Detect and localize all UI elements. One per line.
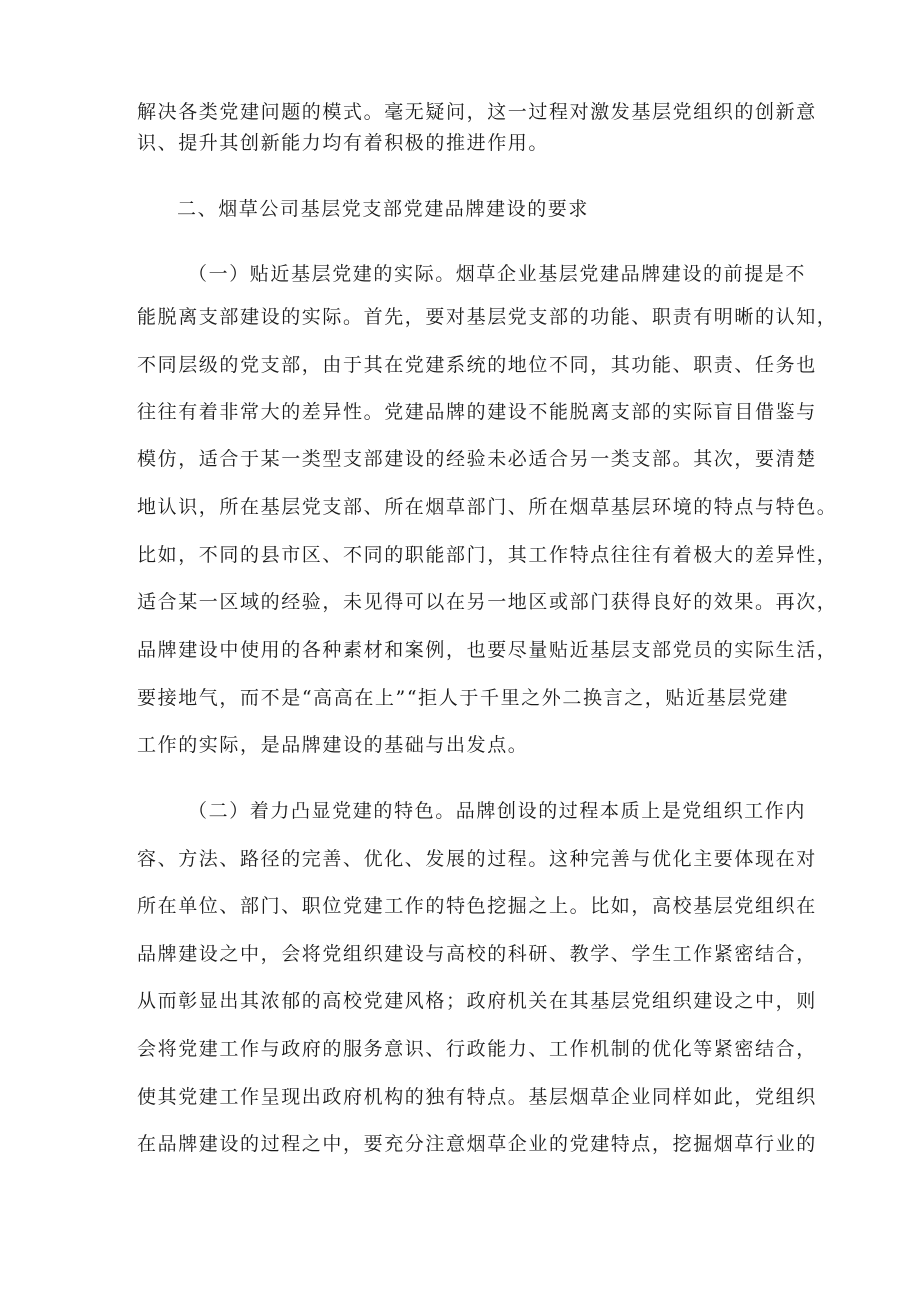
paragraph-2-line: 容、方法、路径的完善、优化、发展的过程。这种完善与优化主要体现在对 bbox=[137, 848, 817, 870]
paragraph-2-line: 使其党建工作呈现出政府机构的独有特点。基层烟草企业同样如此，党组织 bbox=[137, 1086, 817, 1108]
paragraph-1-line: 工作的实际，是品牌建设的基础与出发点。 bbox=[137, 734, 529, 756]
text-line: 解决各类党建问题的模式。毫无疑问，这一过程对激发基层党组织的创新意 bbox=[137, 101, 817, 123]
paragraph-2-line: （二）着力凸显党建的特色。品牌创设的过程本质上是党组织工作内 bbox=[188, 800, 807, 822]
paragraph-1-line: 要接地气，而不是“高高在上”“拒人于千里之外二换言之，贴近基层党建 bbox=[137, 687, 789, 709]
text-line: 识、提升其创新能力均有着积极的推进作用。 bbox=[137, 132, 550, 154]
paragraph-1-line: 品牌建设中使用的各种素材和案例，也要尽量贴近基层支部党员的实际生活， bbox=[137, 639, 838, 661]
paragraph-1-line: 往往有着非常大的差异性。党建品牌的建设不能脱离支部的实际盲目借鉴与 bbox=[137, 401, 817, 423]
paragraph-2-line: 从而彰显出其浓郁的高校党建风格；政府机关在其基层党组织建设之中，则 bbox=[137, 990, 817, 1012]
paragraph-2-line: 会将党建工作与政府的服务意识、行政能力、工作机制的优化等紧密结合， bbox=[137, 1038, 817, 1060]
paragraph-1-line: 模仿，适合于某一类型支部建设的经验未必适合另一类支部。其次，要清楚 bbox=[137, 448, 817, 470]
paragraph-1-line: 比如，不同的县市区、不同的职能部门，其工作特点往往有着极大的差异性， bbox=[137, 544, 838, 566]
paragraph-1-line: 能脱离支部建设的实际。首先，要对基层党支部的功能、职责有明晰的认知， bbox=[137, 306, 838, 328]
paragraph-2-line: 品牌建设之中，会将党组织建设与高校的科研、教学、学生工作紧密结合， bbox=[137, 943, 817, 965]
paragraph-1-line: （一）贴近基层党建的实际。烟草企业基层党建品牌建设的前提是不 bbox=[188, 263, 807, 285]
paragraph-1-line: 适合某一区域的经验，未见得可以在另一地区或部门获得良好的效果。再次， bbox=[137, 591, 838, 613]
paragraph-1-line: 不同层级的党支部，由于其在党建系统的地位不同，其功能、职责、任务也 bbox=[137, 354, 817, 376]
paragraph-1-line: 地认识，所在基层党支部、所在烟草部门、所在烟草基层环境的特点与特色。 bbox=[137, 496, 838, 518]
paragraph-2-line: 在品牌建设的过程之中，要充分注意烟草企业的党建特点，挖掘烟草行业的 bbox=[137, 1133, 817, 1155]
paragraph-2-line: 所在单位、部门、职位党建工作的特色挖掘之上。比如，高校基层党组织在 bbox=[137, 895, 817, 917]
section-heading: 二、烟草公司基层党支部党建品牌建设的要求 bbox=[177, 198, 590, 220]
